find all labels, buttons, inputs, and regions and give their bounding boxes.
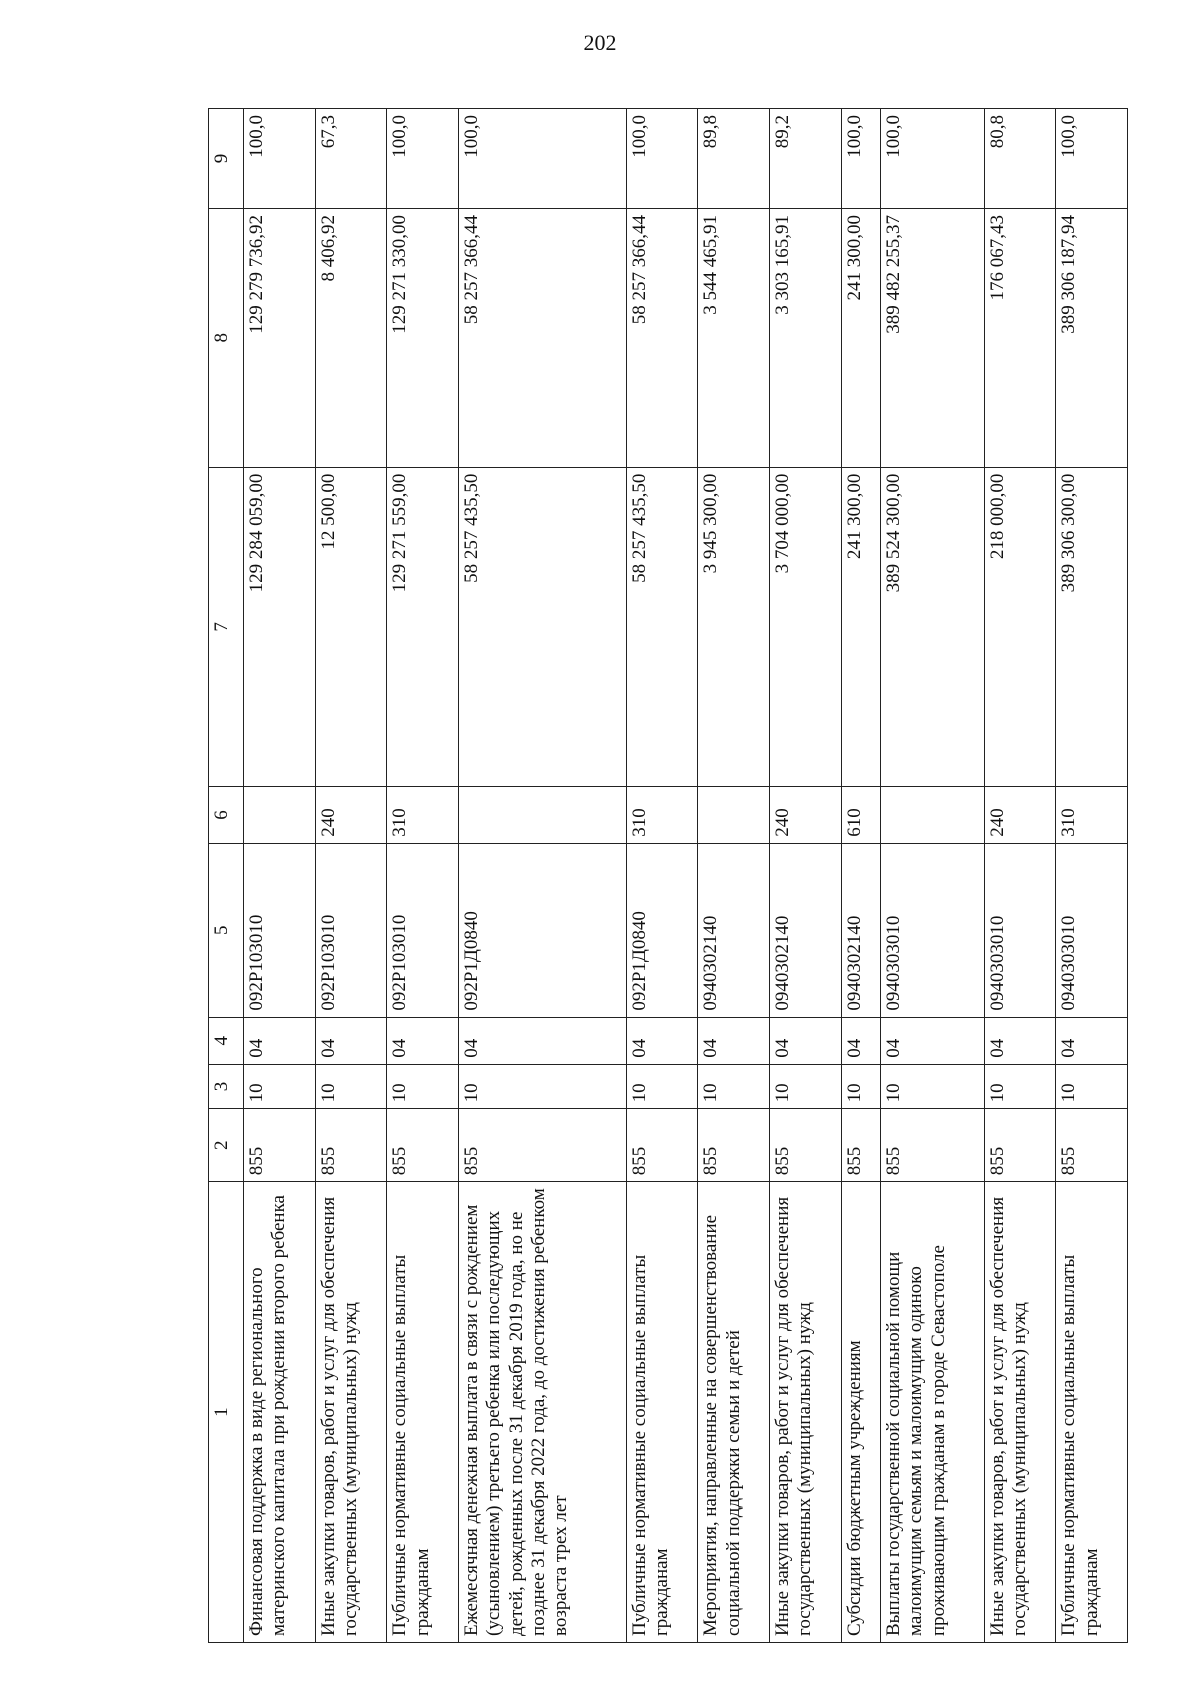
cell-name: Иные закупки товаров, работ и услуг для обеспечения государственных (муниципальных) нужд <box>770 1182 842 1643</box>
cell-col-8: 389 306 187,94 <box>1056 208 1128 467</box>
cell-name: Публичные нормативные социальные выплаты гражданам <box>1056 1182 1128 1643</box>
page-number: 202 <box>583 30 617 55</box>
cell-name: Выплаты государственной социальной помощи малоимущим семьям и малоимущим одиноко проживающим гражданам в городе Севастополе <box>881 1182 985 1643</box>
cell-col-3: 10 <box>626 1064 698 1109</box>
cell-col-3: 10 <box>1056 1064 1128 1109</box>
cell-col-4: 04 <box>626 1017 698 1064</box>
budget-table <box>208 108 1128 1643</box>
header-col-2: 2 <box>209 1109 244 1182</box>
cell-col-8: 241 300,00 <box>841 208 880 467</box>
cell-col-7: 58 257 435,50 <box>626 467 698 787</box>
cell-col-5: 092P1Д0840 <box>458 843 626 1017</box>
cell-name: Публичные нормативные социальные выплаты гражданам <box>387 1182 459 1643</box>
cell-col-4: 04 <box>315 1017 387 1064</box>
cell-name: Публичные нормативные социальные выплаты гражданам <box>626 1182 698 1643</box>
cell-col-4: 04 <box>1056 1017 1128 1064</box>
cell-col-2: 855 <box>458 1109 626 1182</box>
cell-col-9: 80,8 <box>984 109 1056 209</box>
cell-col-7: 241 300,00 <box>841 467 880 787</box>
cell-col-6: 310 <box>1056 787 1128 843</box>
table-row <box>458 109 626 1643</box>
header-col-4: 4 <box>209 1017 244 1064</box>
cell-col-5: 0940303010 <box>1056 843 1128 1017</box>
table-row <box>244 109 316 1643</box>
table-body <box>244 109 1128 1643</box>
rotated-table-container <box>208 108 1128 1643</box>
table-row <box>698 109 770 1643</box>
cell-col-3: 10 <box>387 1064 459 1109</box>
cell-col-9: 100,0 <box>626 109 698 209</box>
cell-col-2: 855 <box>984 1109 1056 1182</box>
cell-col-7: 12 500,00 <box>315 467 387 787</box>
cell-col-6: 310 <box>626 787 698 843</box>
cell-col-7: 389 524 300,00 <box>881 467 985 787</box>
header-col-9: 9 <box>209 109 244 209</box>
cell-col-8: 8 406,92 <box>315 208 387 467</box>
cell-col-5: 0940303010 <box>881 843 985 1017</box>
cell-col-3: 10 <box>698 1064 770 1109</box>
cell-col-9: 100,0 <box>841 109 880 209</box>
cell-col-5: 0940302140 <box>841 843 880 1017</box>
cell-col-3: 10 <box>881 1064 985 1109</box>
cell-col-8: 3 544 465,91 <box>698 208 770 467</box>
cell-col-3: 10 <box>244 1064 316 1109</box>
cell-col-3: 10 <box>984 1064 1056 1109</box>
cell-col-9: 100,0 <box>387 109 459 209</box>
table-header-row <box>209 109 244 1643</box>
cell-col-5: 092P103010 <box>387 843 459 1017</box>
cell-col-8: 129 271 330,00 <box>387 208 459 467</box>
cell-name: Субсидии бюджетным учреждениям <box>841 1182 880 1643</box>
cell-col-4: 04 <box>984 1017 1056 1064</box>
cell-col-6 <box>244 787 316 843</box>
header-col-7: 7 <box>209 467 244 787</box>
cell-col-6 <box>698 787 770 843</box>
cell-col-9: 89,8 <box>698 109 770 209</box>
cell-col-8: 389 482 255,37 <box>881 208 985 467</box>
cell-col-8: 129 279 736,92 <box>244 208 316 467</box>
cell-col-2: 855 <box>626 1109 698 1182</box>
cell-col-6: 240 <box>984 787 1056 843</box>
cell-col-2: 855 <box>698 1109 770 1182</box>
table-row <box>315 109 387 1643</box>
cell-col-7: 129 284 059,00 <box>244 467 316 787</box>
cell-col-3: 10 <box>458 1064 626 1109</box>
cell-col-7: 129 271 559,00 <box>387 467 459 787</box>
cell-col-4: 04 <box>770 1017 842 1064</box>
cell-col-2: 855 <box>315 1109 387 1182</box>
cell-col-8: 58 257 366,44 <box>626 208 698 467</box>
cell-col-7: 3 945 300,00 <box>698 467 770 787</box>
cell-col-5: 0940302140 <box>698 843 770 1017</box>
cell-col-9: 67,3 <box>315 109 387 209</box>
table-row <box>387 109 459 1643</box>
table-row <box>984 109 1056 1643</box>
cell-col-7: 58 257 435,50 <box>458 467 626 787</box>
header-col-3: 3 <box>209 1064 244 1109</box>
cell-col-5: 0940302140 <box>770 843 842 1017</box>
cell-col-7: 3 704 000,00 <box>770 467 842 787</box>
cell-col-2: 855 <box>1056 1109 1128 1182</box>
cell-name: Финансовая поддержка в виде регионального материнского капитала при рождении второго ребенка <box>244 1182 316 1643</box>
table-row <box>841 109 880 1643</box>
cell-name: Иные закупки товаров, работ и услуг для обеспечения государственных (муниципальных) нужд <box>315 1182 387 1643</box>
table-row <box>881 109 985 1643</box>
cell-col-9: 100,0 <box>244 109 316 209</box>
cell-col-2: 855 <box>244 1109 316 1182</box>
cell-col-8: 176 067,43 <box>984 208 1056 467</box>
cell-col-6: 610 <box>841 787 880 843</box>
cell-col-6: 240 <box>315 787 387 843</box>
cell-name: Мероприятия, направленные на совершенствование социальной поддержки семьи и детей <box>698 1182 770 1643</box>
cell-col-8: 3 303 165,91 <box>770 208 842 467</box>
cell-col-5: 092P103010 <box>244 843 316 1017</box>
cell-col-9: 100,0 <box>881 109 985 209</box>
header-col-5: 5 <box>209 843 244 1017</box>
cell-name: Иные закупки товаров, работ и услуг для обеспечения государственных (муниципальных) нужд <box>984 1182 1056 1643</box>
cell-col-2: 855 <box>387 1109 459 1182</box>
cell-col-4: 04 <box>387 1017 459 1064</box>
cell-col-3: 10 <box>841 1064 880 1109</box>
cell-col-4: 04 <box>244 1017 316 1064</box>
cell-col-5: 0940303010 <box>984 843 1056 1017</box>
rotated-table-frame <box>208 108 1128 1643</box>
cell-col-4: 04 <box>698 1017 770 1064</box>
header-col-6: 6 <box>209 787 244 843</box>
cell-name: Ежемесячная денежная выплата в связи с рождением (усыновлением) третьего ребенка или последующих детей, рожденных после 31 декабря 2019 года, но не позднее 31 декабря 2022 года, до достижения ребенком возраста трех лет <box>458 1182 626 1643</box>
cell-col-3: 10 <box>770 1064 842 1109</box>
table-row <box>1056 109 1128 1643</box>
table-row <box>626 109 698 1643</box>
cell-col-6: 310 <box>387 787 459 843</box>
cell-col-2: 855 <box>841 1109 880 1182</box>
table-row <box>770 109 842 1643</box>
cell-col-5: 092P103010 <box>315 843 387 1017</box>
cell-col-5: 092P1Д0840 <box>626 843 698 1017</box>
cell-col-7: 218 000,00 <box>984 467 1056 787</box>
cell-col-6: 240 <box>770 787 842 843</box>
cell-col-2: 855 <box>770 1109 842 1182</box>
cell-col-9: 100,0 <box>458 109 626 209</box>
cell-col-4: 04 <box>881 1017 985 1064</box>
header-col-1: 1 <box>209 1182 244 1643</box>
cell-col-4: 04 <box>458 1017 626 1064</box>
cell-col-3: 10 <box>315 1064 387 1109</box>
cell-col-2: 855 <box>881 1109 985 1182</box>
cell-col-9: 89,2 <box>770 109 842 209</box>
cell-col-8: 58 257 366,44 <box>458 208 626 467</box>
cell-col-7: 389 306 300,00 <box>1056 467 1128 787</box>
cell-col-9: 100,0 <box>1056 109 1128 209</box>
cell-col-6 <box>458 787 626 843</box>
header-col-8: 8 <box>209 208 244 467</box>
cell-col-4: 04 <box>841 1017 880 1064</box>
cell-col-6 <box>881 787 985 843</box>
